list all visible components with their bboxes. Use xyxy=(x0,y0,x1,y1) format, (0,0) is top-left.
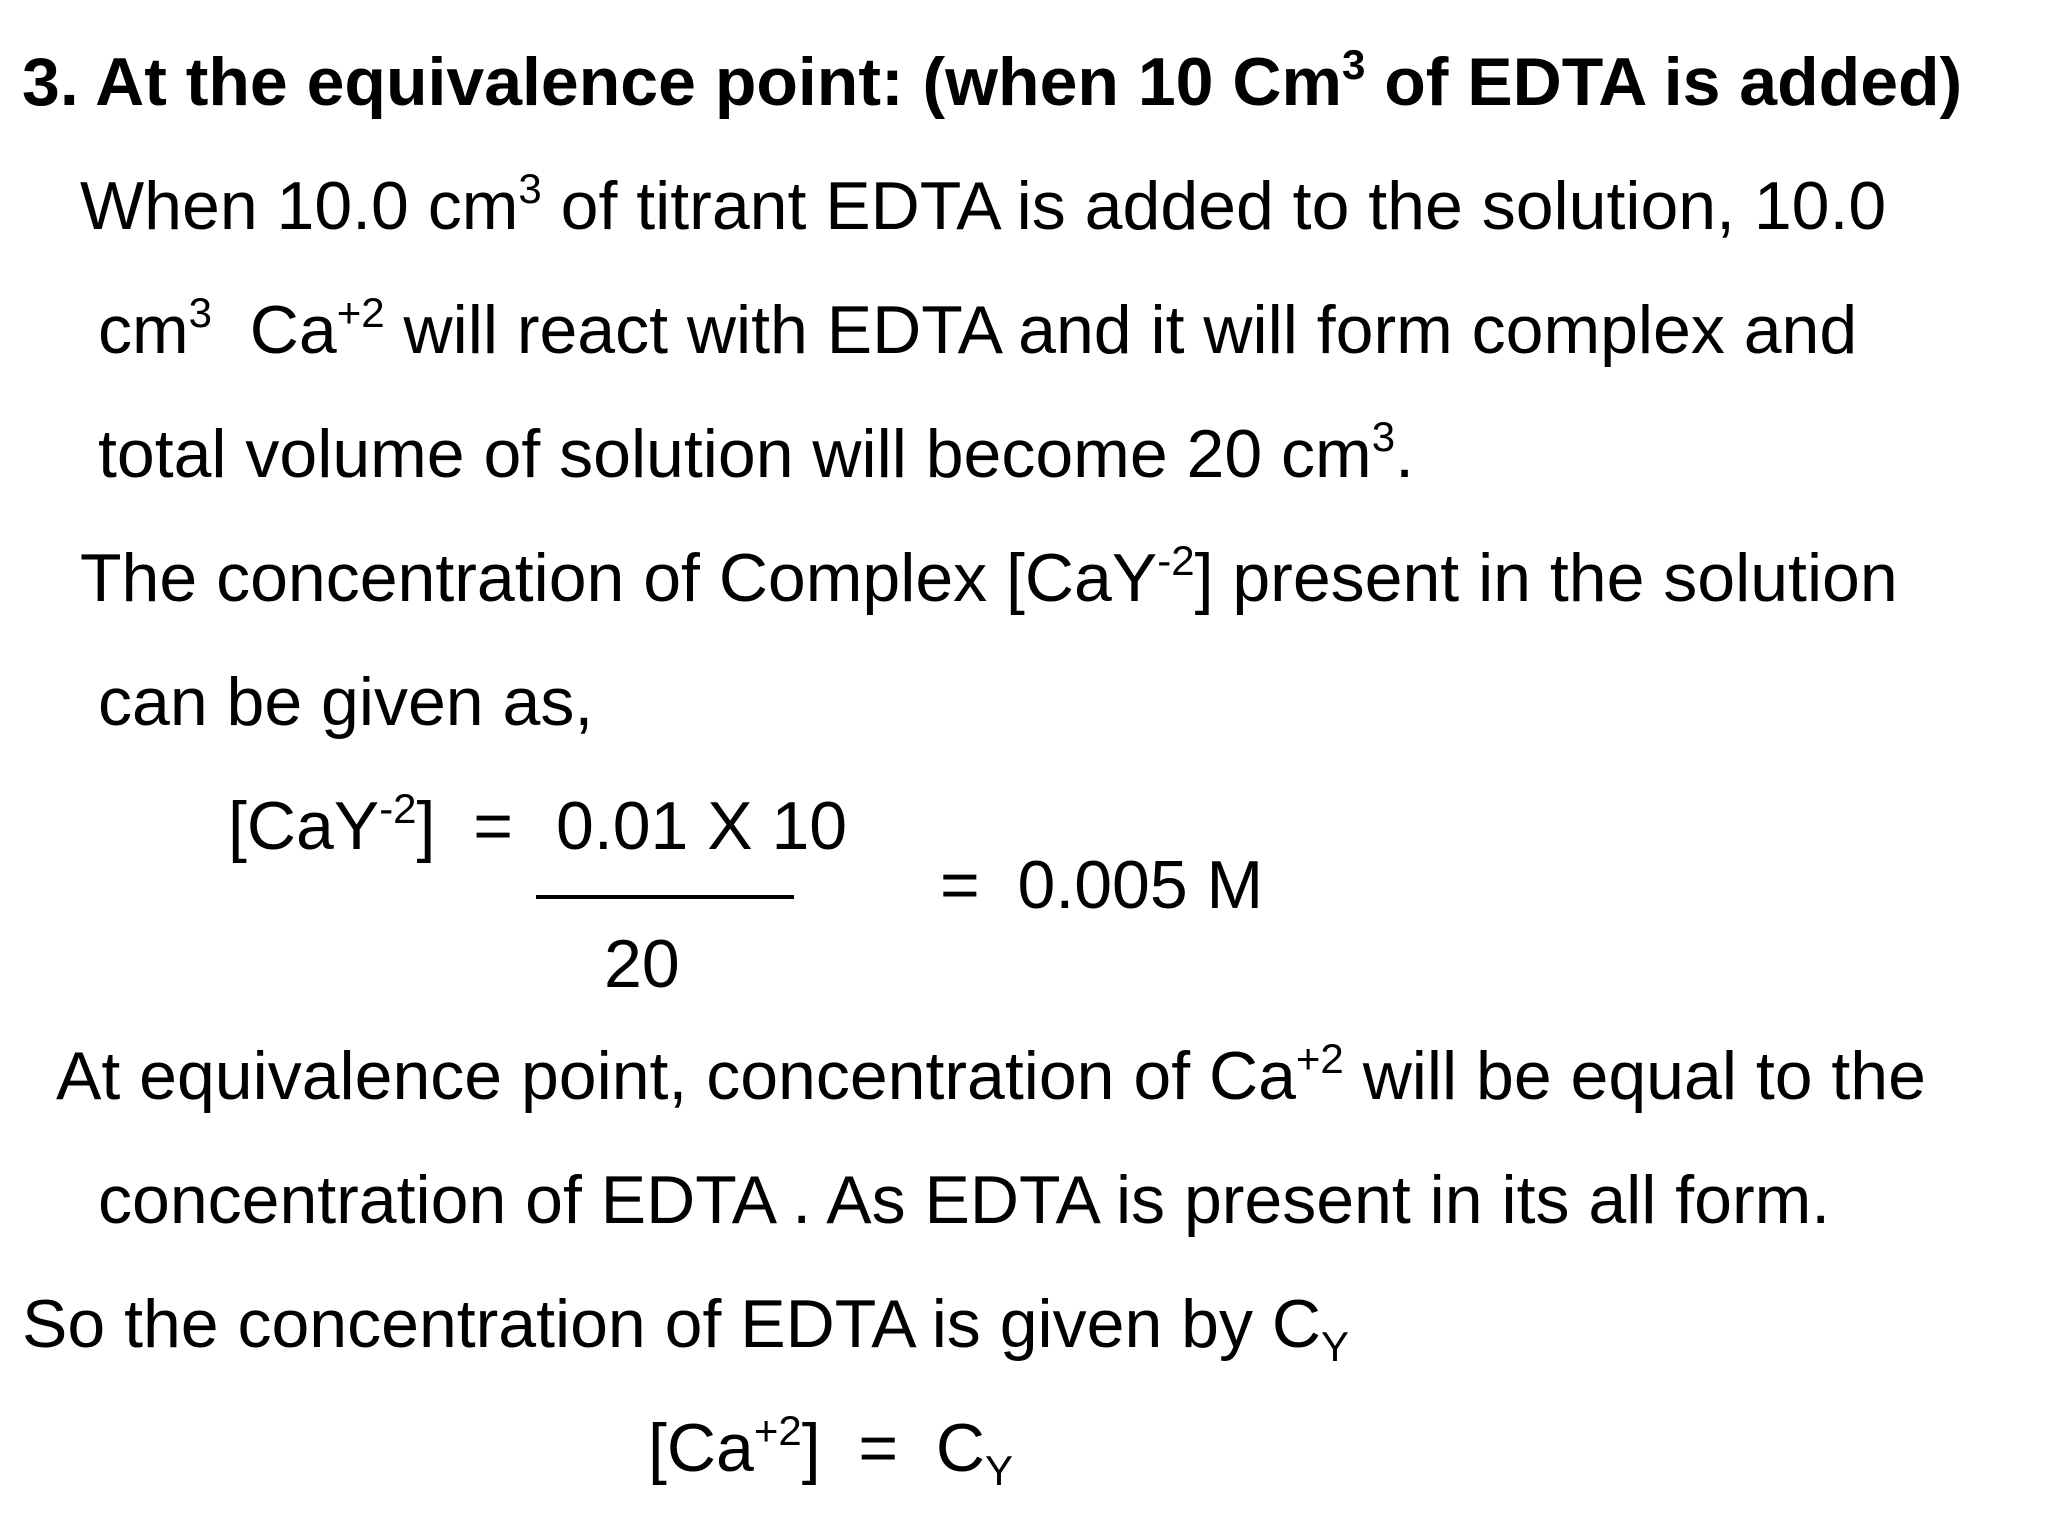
text: of titrant EDTA is added to the solution, 10.0 xyxy=(541,168,1887,244)
paragraph-1-line-3 xyxy=(98,414,1414,494)
text: will be equal to the xyxy=(1343,1038,1926,1114)
text: When 10.0 cm xyxy=(80,168,519,244)
text: At equivalence point, concentration of Ca xyxy=(56,1038,1296,1114)
text: ] present in the solution xyxy=(1194,540,1898,616)
superscript: 3 xyxy=(1371,413,1396,460)
text: will react with EDTA and it will form complex and xyxy=(384,292,1858,368)
fraction-bar xyxy=(536,895,794,899)
superscript: 3 xyxy=(188,289,213,336)
text: Ca xyxy=(212,292,337,368)
text: cm xyxy=(98,292,189,368)
text: The concentration of Complex [CaY xyxy=(80,540,1158,616)
paragraph-3-line-2: concentration of EDTA . As EDTA is present in its all form. xyxy=(98,1162,1831,1238)
equation-1-numerator: 0.01 X 10 xyxy=(556,788,848,864)
superscript: -2 xyxy=(379,785,417,832)
paragraph-1-line-2 xyxy=(98,290,1857,370)
text: [Ca xyxy=(648,1410,754,1486)
subscript: Y xyxy=(985,1447,1014,1494)
superscript: -2 xyxy=(1157,537,1195,584)
heading-text-end: of EDTA is added) xyxy=(1365,44,1963,120)
equation-1-denominator: 20 xyxy=(604,926,680,1002)
paragraph-1-line-1 xyxy=(80,166,1886,246)
equation-1-result: = 0.005 M xyxy=(940,847,1264,923)
text: ] = xyxy=(416,788,513,864)
superscript: +2 xyxy=(753,1407,802,1454)
text: [CaY xyxy=(228,788,380,864)
heading-text: 3. At the equivalence point: (when 10 Cm xyxy=(22,44,1342,120)
superscript: +2 xyxy=(336,289,385,336)
text: . xyxy=(1395,416,1414,492)
paragraph-2-line-2: can be given as, xyxy=(98,664,594,740)
text: So the concentration of EDTA is given by C xyxy=(22,1286,1321,1362)
superscript: 3 xyxy=(518,165,542,212)
text: ] = C xyxy=(801,1410,985,1486)
section-heading xyxy=(22,42,1962,122)
equation-1-lhs xyxy=(228,786,513,866)
text: total volume of solution will become 20 cm xyxy=(98,416,1372,492)
paragraph-3-line-1 xyxy=(56,1036,1926,1116)
equation-2 xyxy=(648,1407,1014,1494)
subscript: Y xyxy=(1320,1323,1349,1370)
paragraph-4 xyxy=(22,1284,1349,1370)
heading-superscript: 3 xyxy=(1341,41,1366,88)
paragraph-2-line-1 xyxy=(80,538,1898,618)
superscript: +2 xyxy=(1295,1035,1344,1082)
